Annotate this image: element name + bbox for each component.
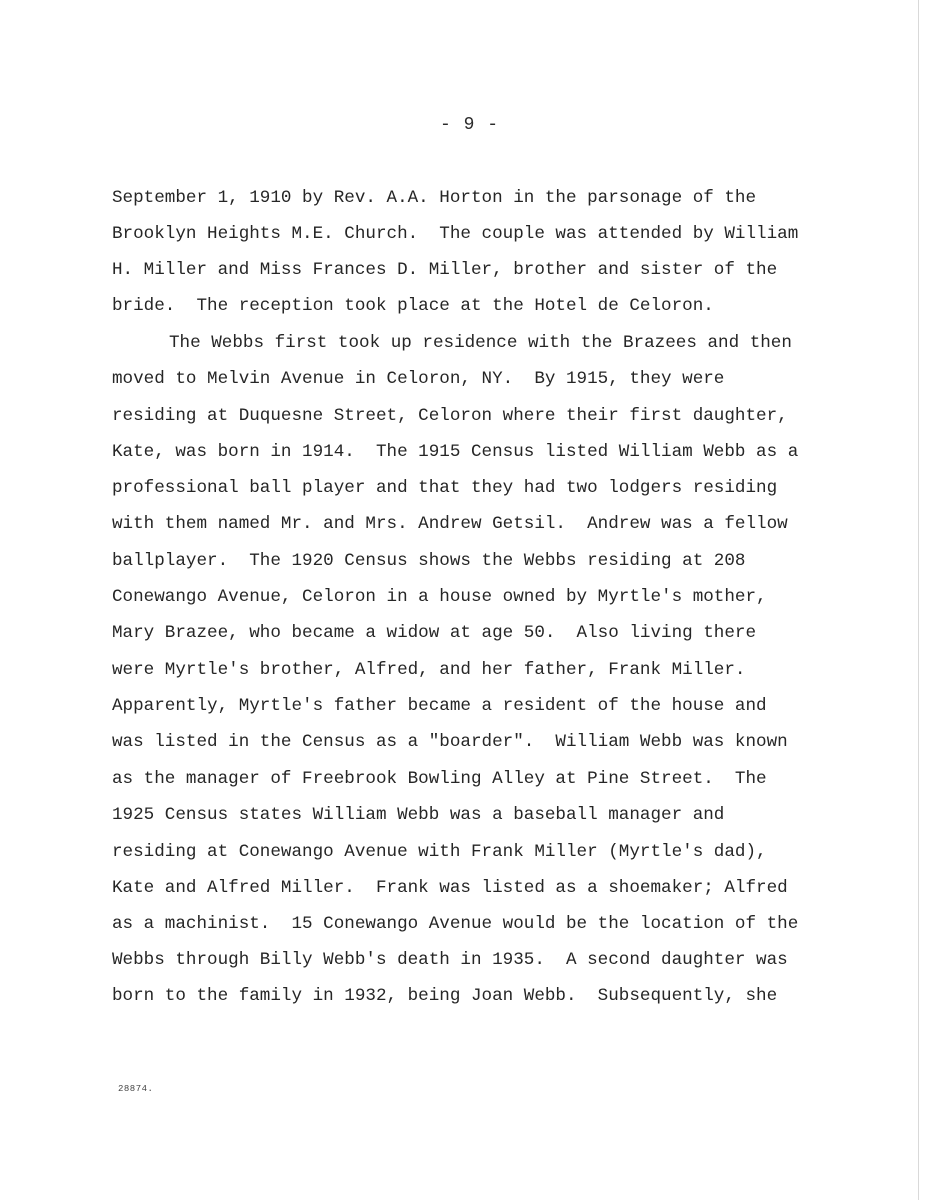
paragraph-first-line: The Webbs first took up residence with the Brazees and then — [169, 333, 792, 353]
text-line: Mary Brazee, who became a widow at age 50. Also living there — [112, 623, 757, 643]
text-line: born to the family in 1932, being Joan Webb. Subsequently, she — [112, 986, 778, 1006]
text-line: with them named Mr. and Mrs. Andrew Getsil. Andrew was a fellow — [112, 514, 788, 534]
text-line: as a machinist. 15 Conewango Avenue would be the location of the — [112, 914, 799, 934]
text-line: residing at Conewango Avenue with Frank Miller (Myrtle's dad), — [112, 842, 767, 862]
text-line: Brooklyn Heights M.E. Church. The couple was attended by William — [112, 224, 799, 244]
text-line: moved to Melvin Avenue in Celoron, NY. By 1915, they were — [112, 369, 725, 389]
text-line: Conewango Avenue, Celoron in a house owned by Myrtle's mother, — [112, 587, 767, 607]
text-line: Kate and Alfred Miller. Frank was listed as a shoemaker; Alfred — [112, 878, 788, 898]
text-line: Apparently, Myrtle's father became a resident of the house and — [112, 696, 767, 716]
text-line: as the manager of Freebrook Bowling Alley at Pine Street. The — [112, 769, 767, 789]
text-line: residing at Duquesne Street, Celoron where their first daughter, — [112, 406, 788, 426]
text-line: 1925 Census states William Webb was a baseball manager and — [112, 805, 725, 825]
text-line: September 1, 1910 by Rev. A.A. Horton in the parsonage of the — [112, 188, 757, 208]
text-line: were Myrtle's brother, Alfred, and her father, Frank Miller. — [112, 660, 746, 680]
page-edge-divider — [918, 0, 919, 1200]
text-line: bride. The reception took place at the Hotel de Celoron. — [112, 296, 714, 316]
text-line: was listed in the Census as a "boarder". William Webb was known — [112, 732, 788, 752]
text-line: professional ball player and that they had two lodgers residing — [112, 478, 778, 498]
text-line: Webbs through Billy Webb's death in 1935. A second daughter was — [112, 950, 788, 970]
text-line: Kate, was born in 1914. The 1915 Census listed William Webb as a — [112, 442, 799, 462]
text-line: ballplayer. The 1920 Census shows the Webbs residing at 208 — [112, 551, 746, 571]
document-id: 28874. — [118, 1084, 154, 1094]
page-number: - 9 - — [439, 115, 499, 135]
text-line: H. Miller and Miss Frances D. Miller, brother and sister of the — [112, 260, 778, 280]
